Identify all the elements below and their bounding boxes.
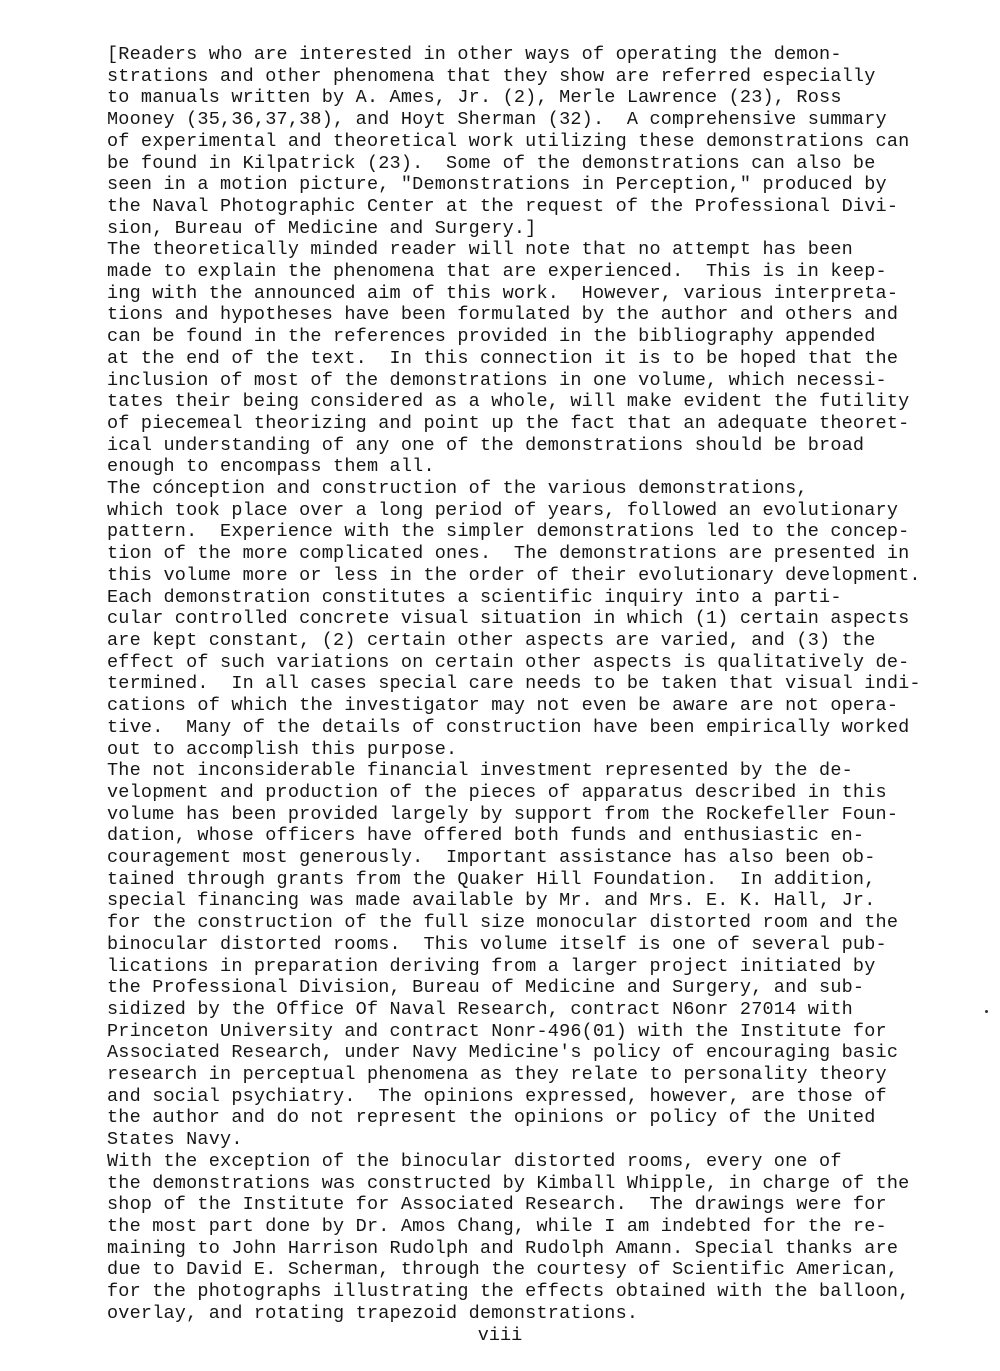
text-line: the Professional Division, Bureau of Medicine and Surgery, and sub-	[107, 977, 865, 999]
text-line: research in perceptual phenomena as they relate to personality theory	[107, 1064, 887, 1086]
text-line: this volume more or less in the order of their evolutionary development.	[107, 564, 921, 586]
text-line: With the exception of the binocular distorted rooms, every one of	[107, 1150, 842, 1172]
text-line: couragement most generously. Important assistance has also been ob-	[107, 847, 876, 869]
text-line: tions and hypotheses have been formulated by the author and others and	[107, 304, 899, 326]
text-line: of experimental and theoretical work utilizing these demonstrations can	[107, 130, 910, 152]
text-line: binocular distorted rooms. This volume itself is one of several pub-	[107, 933, 887, 955]
text-line: cations of which the investigator may not even be aware are not opera-	[107, 695, 899, 717]
text-line: the demonstrations was constructed by Kimball Whipple, in charge of the	[107, 1172, 910, 1194]
text-line: due to David E. Scherman, through the courtesy of Scientific American,	[107, 1259, 899, 1281]
text-line: pattern. Experience with the simpler demonstrations led to the concep-	[107, 521, 910, 543]
text-line: The theoretically minded reader will note that no attempt has been	[107, 239, 853, 261]
text-line: overlay, and rotating trapezoid demonstrations.	[107, 1302, 639, 1324]
text-line: dation, whose officers have offered both funds and enthusiastic en-	[107, 825, 865, 847]
text-line: termined. In all cases special care needs to be taken that visual indi-	[107, 673, 921, 695]
text-line: at the end of the text. In this connection it is to be hoped that the	[107, 347, 899, 369]
text-line: Each demonstration constitutes a scientific inquiry into a parti-	[107, 586, 842, 608]
page-number: viii	[477, 1325, 523, 1346]
text-line: The not inconsiderable financial investment represented by the de-	[107, 760, 853, 782]
text-line: inclusion of most of the demonstrations in one volume, which necessi-	[107, 369, 887, 391]
text-line: tive. Many of the details of construction have been empirically worked	[107, 716, 910, 738]
text-line: velopment and production of the pieces of apparatus described in this	[107, 781, 887, 803]
text-line: which took place over a long period of years, followed an evolutionary	[107, 499, 899, 521]
text-line: Princeton University and contract Nonr-496(01) with the Institute for	[107, 1020, 887, 1042]
text-line: sion, Bureau of Medicine and Surgery.]	[107, 217, 537, 239]
text-line: for the construction of the full size monocular distorted room and the	[107, 912, 899, 934]
text-line: the Naval Photographic Center at the request of the Professional Divi-	[107, 195, 899, 217]
text-line: tates their being considered as a whole, will make evident the futility	[107, 391, 910, 413]
scan-speck	[985, 1010, 988, 1013]
text-line: be found in Kilpatrick (23). Some of the demonstrations can also be	[107, 152, 876, 174]
text-line: lications in preparation deriving from a larger project initiated by	[107, 955, 876, 977]
text-line: States Navy.	[107, 1129, 243, 1151]
paragraph-financing	[45, 760, 975, 1151]
text-line: The cónception and construction of the various demonstrations,	[107, 478, 808, 500]
text-line: for the photographs illustrating the effects obtained with the balloon,	[107, 1281, 910, 1303]
text-line: made to explain the phenomena that are experienced. This is in keep-	[107, 261, 887, 283]
text-line: cular controlled concrete visual situation in which (1) certain aspects	[107, 608, 910, 630]
text-line: effect of such variations on certain other aspects is qualitatively de-	[107, 651, 910, 673]
text-line: maining to John Harrison Rudolph and Rudolph Amann. Special thanks are	[107, 1237, 899, 1259]
text-line: out to accomplish this purpose.	[107, 738, 458, 760]
paragraph-conception	[45, 478, 975, 587]
text-line: the most part done by Dr. Amos Chang, while I am indebted for the re-	[107, 1215, 887, 1237]
text-line: to manuals written by A. Ames, Jr. (2), Merle Lawrence (23), Ross	[107, 87, 842, 109]
text-line: ical understanding of any one of the demonstrations should be broad	[107, 434, 865, 456]
text-line: special financing was made available by Mr. and Mrs. E. K. Hall, Jr.	[107, 890, 876, 912]
text-line: strations and other phenomena that they show are referred especially	[107, 65, 876, 87]
paragraph-readers-note	[45, 44, 975, 239]
text-line: Associated Research, under Navy Medicine's policy of encouraging basic	[107, 1042, 899, 1064]
text-line: shop of the Institute for Associated Research. The drawings were for	[107, 1194, 887, 1216]
text-line: sidized by the Office Of Naval Research, contract N6onr 27014 with	[107, 998, 853, 1020]
text-line: volume has been provided largely by support from the Rockefeller Foun-	[107, 803, 899, 825]
text-line: seen in a motion picture, "Demonstrations in Perception," produced by	[107, 174, 887, 196]
text-line: ing with the announced aim of this work. However, various interpreta-	[107, 282, 899, 304]
document-page	[45, 44, 975, 1324]
text-line: enough to encompass them all.	[107, 456, 435, 478]
text-line: [Readers who are interested in other ways of operating the demon-	[107, 44, 842, 65]
text-line: of piecemeal theorizing and point up the fact that an adequate theoret-	[107, 412, 910, 434]
text-line: tion of the more complicated ones. The demonstrations are presented in	[107, 543, 910, 565]
text-line: can be found in the references provided in the bibliography appended	[107, 326, 876, 348]
text-line: are kept constant, (2) certain other aspects are varied, and (3) the	[107, 629, 876, 651]
paragraph-acknowledgments	[45, 1151, 975, 1325]
text-line: Mooney (35,36,37,38), and Hoyt Sherman (32). A comprehensive summary	[107, 109, 887, 131]
paragraph-inquiry	[45, 587, 975, 761]
text-line: the author and do not represent the opinions or policy of the United	[107, 1107, 876, 1129]
paragraph-theoretical	[45, 239, 975, 478]
text-line: and social psychiatry. The opinions expressed, however, are those of	[107, 1085, 887, 1107]
text-line: tained through grants from the Quaker Hill Foundation. In addition,	[107, 868, 876, 890]
